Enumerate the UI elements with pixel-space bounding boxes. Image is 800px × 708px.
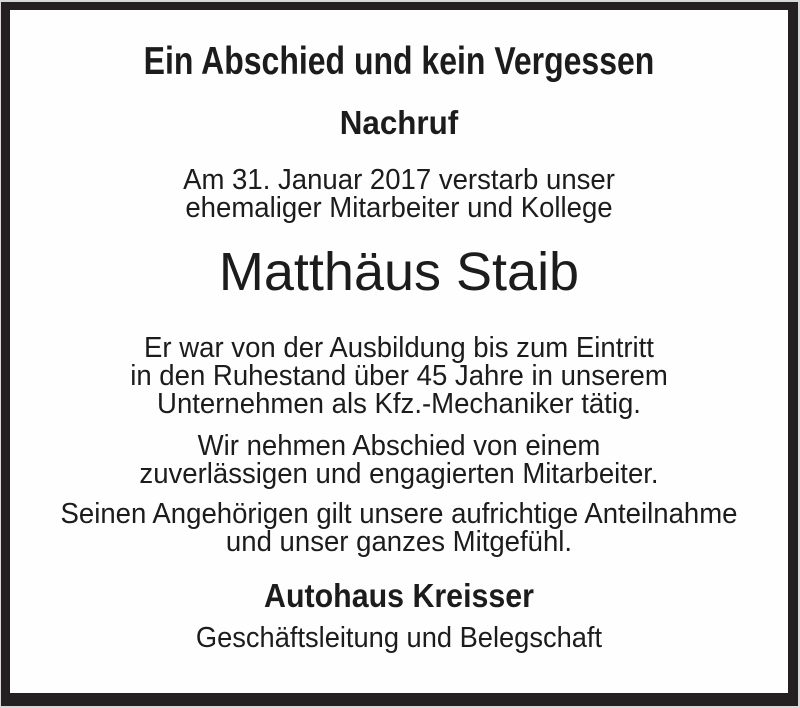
signature-company: Autohaus Kreisser [264,577,534,614]
intro-line-2: ehemaliger Mitarbeiter und Kollege [185,192,613,224]
farewell-line-2: zuverlässigen und engagierten Mitarbeiter. [139,458,659,490]
farewell-line-1: Wir nehmen Abschied von einem [197,430,601,462]
obituary-headline: Ein Abschied und kein Vergessen [143,40,655,83]
notice-type-label: Nachruf [339,104,459,141]
service-paragraph [29,334,768,418]
condolence-paragraph [29,500,768,556]
service-line-1: Er war von der Ausbildung bis zum Eintritt [144,332,654,364]
intro-line-1: Am 31. Januar 2017 verstarb unser [183,164,615,196]
service-line-2: in den Ruhestand über 45 Jahre in unserem [130,360,668,392]
condolence-line-2: und unser ganzes Mitgefühl. [225,526,573,558]
service-line-3: Unternehmen als Kfz.-Mechaniker tätig. [157,388,641,420]
intro-paragraph [29,166,768,222]
signature-subline: Geschäftsleitung und Belegschaft [195,622,603,654]
farewell-paragraph [29,432,768,488]
condolence-line-1: Seinen Angehörigen gilt unsere aufrichtige Anteilnahme [60,498,738,530]
obituary-notice-frame [1,2,798,706]
deceased-name: Matthäus Staib [218,242,580,302]
